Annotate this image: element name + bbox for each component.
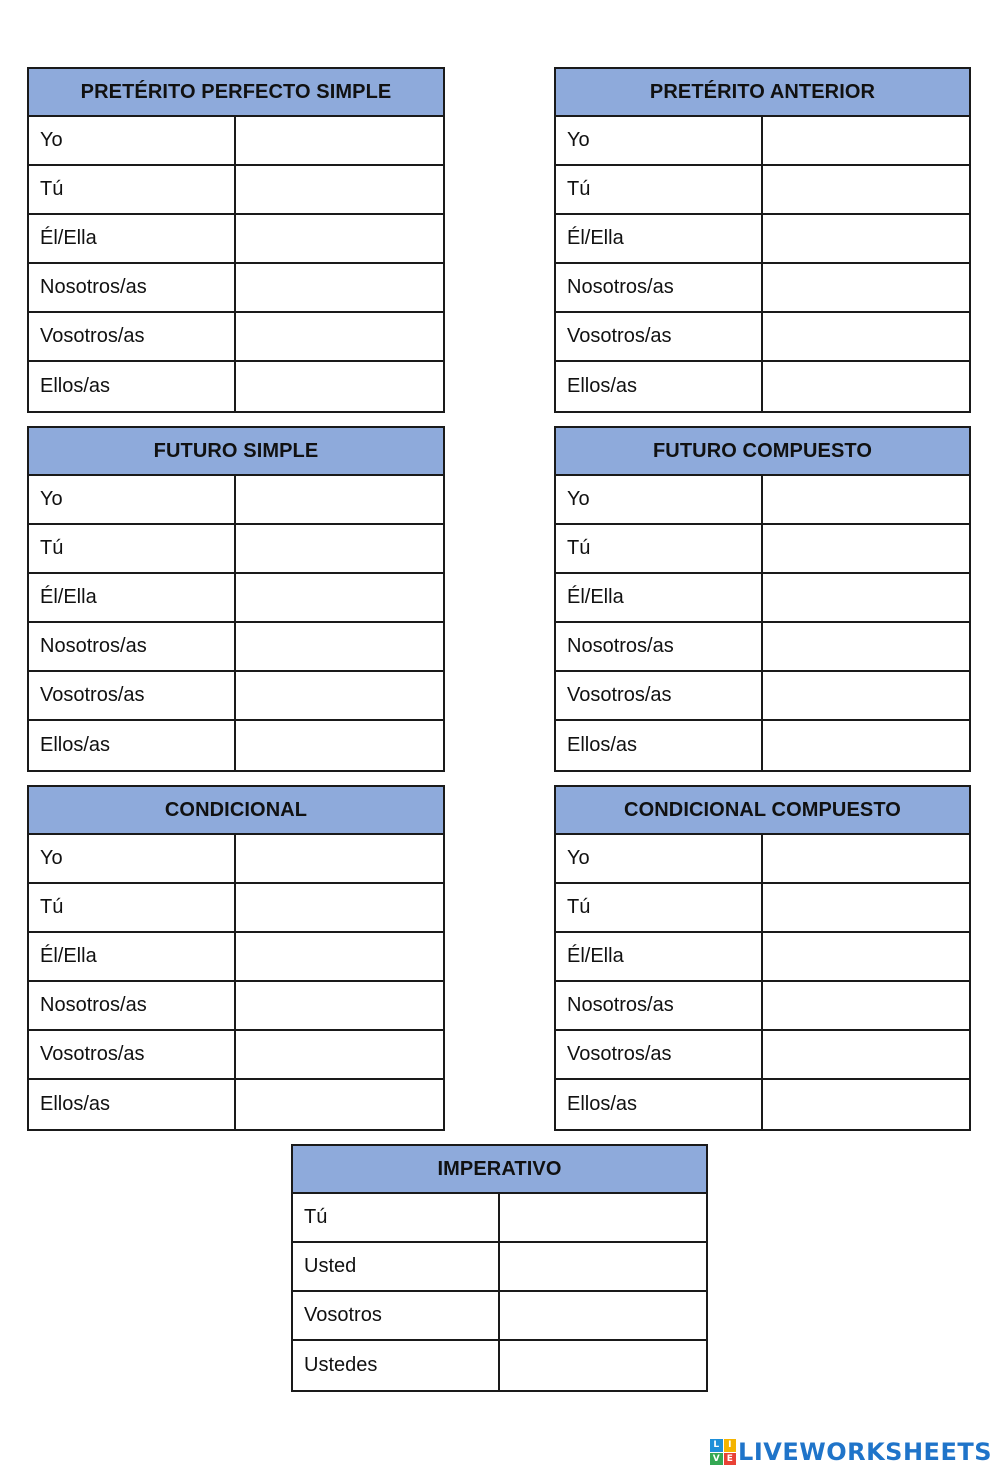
table-row: [29, 313, 443, 362]
pronoun-label: Tú: [29, 884, 236, 931]
table-title: CONDICIONAL: [29, 787, 443, 835]
pronoun-label: Él/Ella: [29, 215, 236, 262]
table-preterito-perfecto-simple: [27, 67, 445, 413]
answer-cell[interactable]: [763, 476, 970, 523]
answer-cell[interactable]: [763, 166, 970, 213]
table-title: FUTURO COMPUESTO: [556, 428, 969, 476]
answer-cell[interactable]: [236, 672, 443, 719]
table-title: IMPERATIVO: [293, 1146, 706, 1194]
answer-cell[interactable]: [763, 672, 970, 719]
pronoun-label: Usted: [293, 1243, 500, 1290]
pronoun-label: Yo: [29, 117, 236, 164]
table-row: [556, 884, 969, 933]
table-row: [556, 982, 969, 1031]
answer-cell[interactable]: [236, 117, 443, 164]
pronoun-label: Nosotros/as: [556, 264, 763, 311]
pronoun-label: Ellos/as: [556, 721, 763, 770]
answer-cell[interactable]: [763, 525, 970, 572]
table-row: [29, 362, 443, 411]
answer-cell[interactable]: [236, 525, 443, 572]
table-row: [29, 623, 443, 672]
pronoun-label: Ustedes: [293, 1341, 500, 1390]
pronoun-label: Yo: [29, 835, 236, 882]
answer-cell[interactable]: [763, 264, 970, 311]
pronoun-label: Nosotros/as: [556, 623, 763, 670]
pronoun-label: Vosotros/as: [556, 672, 763, 719]
answer-cell[interactable]: [236, 721, 443, 770]
pronoun-label: Él/Ella: [556, 933, 763, 980]
table-row: [293, 1243, 706, 1292]
pronoun-label: Tú: [293, 1194, 500, 1241]
pronoun-label: Vosotros/as: [556, 1031, 763, 1078]
answer-cell[interactable]: [236, 362, 443, 411]
table-row: [29, 476, 443, 525]
answer-cell[interactable]: [763, 362, 970, 411]
pronoun-label: Nosotros/as: [29, 623, 236, 670]
pronoun-label: Yo: [556, 117, 763, 164]
answer-cell[interactable]: [236, 574, 443, 621]
pronoun-label: Yo: [556, 835, 763, 882]
table-row: [556, 1080, 969, 1129]
table-row: [29, 982, 443, 1031]
pronoun-label: Ellos/as: [556, 1080, 763, 1129]
pronoun-label: Nosotros/as: [556, 982, 763, 1029]
pronoun-label: Yo: [556, 476, 763, 523]
table-row: [29, 215, 443, 264]
table-row: [556, 574, 969, 623]
table-row: [29, 117, 443, 166]
table-row: [556, 721, 969, 770]
answer-cell[interactable]: [236, 982, 443, 1029]
logo-mark-letter: E: [724, 1453, 737, 1466]
table-row: [556, 215, 969, 264]
table-row: [556, 672, 969, 721]
table-condicional-compuesto: [554, 785, 971, 1131]
table-row: [556, 117, 969, 166]
table-row: [29, 884, 443, 933]
pronoun-label: Vosotros/as: [29, 672, 236, 719]
answer-cell[interactable]: [763, 1080, 970, 1129]
pronoun-label: Él/Ella: [556, 215, 763, 262]
table-row: [29, 264, 443, 313]
logo-mark-letter: L: [710, 1439, 723, 1452]
pronoun-label: Ellos/as: [29, 721, 236, 770]
answer-cell[interactable]: [763, 721, 970, 770]
answer-cell[interactable]: [763, 933, 970, 980]
table-title: PRETÉRITO PERFECTO SIMPLE: [29, 69, 443, 117]
liveworksheets-logo: [710, 1438, 992, 1466]
pronoun-label: Él/Ella: [29, 574, 236, 621]
pronoun-label: Yo: [29, 476, 236, 523]
table-row: [556, 933, 969, 982]
logo-mark-letter: V: [710, 1453, 723, 1466]
pronoun-label: Vosotros/as: [29, 313, 236, 360]
answer-cell[interactable]: [763, 215, 970, 262]
answer-cell[interactable]: [236, 933, 443, 980]
logo-text: LIVEWORKSHEETS: [738, 1438, 992, 1466]
table-row: [556, 264, 969, 313]
answer-cell[interactable]: [763, 982, 970, 1029]
answer-cell[interactable]: [500, 1341, 707, 1390]
pronoun-label: Tú: [556, 884, 763, 931]
table-row: [29, 835, 443, 884]
answer-cell[interactable]: [236, 313, 443, 360]
answer-cell[interactable]: [763, 623, 970, 670]
answer-cell[interactable]: [236, 264, 443, 311]
table-condicional: [27, 785, 445, 1131]
table-row: [556, 166, 969, 215]
answer-cell[interactable]: [236, 1031, 443, 1078]
table-imperativo: [291, 1144, 708, 1392]
answer-cell[interactable]: [236, 166, 443, 213]
pronoun-label: Vosotros/as: [29, 1031, 236, 1078]
answer-cell[interactable]: [500, 1292, 707, 1339]
answer-cell[interactable]: [763, 835, 970, 882]
table-title: FUTURO SIMPLE: [29, 428, 443, 476]
answer-cell[interactable]: [236, 835, 443, 882]
table-row: [556, 835, 969, 884]
table-row: [29, 1031, 443, 1080]
table-row: [293, 1341, 706, 1390]
table-row: [29, 166, 443, 215]
answer-cell[interactable]: [236, 884, 443, 931]
table-row: [29, 574, 443, 623]
table-row: [293, 1194, 706, 1243]
table-row: [29, 525, 443, 574]
pronoun-label: Nosotros/as: [29, 982, 236, 1029]
table-futuro-compuesto: [554, 426, 971, 772]
answer-cell[interactable]: [763, 1031, 970, 1078]
table-row: [556, 313, 969, 362]
table-preterito-anterior: [554, 67, 971, 413]
pronoun-label: Ellos/as: [556, 362, 763, 411]
table-row: [556, 525, 969, 574]
pronoun-label: Vosotros: [293, 1292, 500, 1339]
answer-cell[interactable]: [236, 215, 443, 262]
pronoun-label: Él/Ella: [29, 933, 236, 980]
table-title: PRETÉRITO ANTERIOR: [556, 69, 969, 117]
logo-mark-letter: I: [724, 1439, 737, 1452]
table-row: [29, 933, 443, 982]
table-row: [556, 623, 969, 672]
answer-cell[interactable]: [763, 574, 970, 621]
logo-mark-icon: [710, 1439, 736, 1465]
answer-cell[interactable]: [236, 1080, 443, 1129]
pronoun-label: Vosotros/as: [556, 313, 763, 360]
pronoun-label: Tú: [556, 525, 763, 572]
table-row: [29, 672, 443, 721]
pronoun-label: Él/Ella: [556, 574, 763, 621]
answer-cell[interactable]: [236, 476, 443, 523]
table-row: [556, 476, 969, 525]
answer-cell[interactable]: [763, 884, 970, 931]
pronoun-label: Tú: [29, 166, 236, 213]
table-futuro-simple: [27, 426, 445, 772]
table-row: [29, 721, 443, 770]
table-row: [29, 1080, 443, 1129]
answer-cell[interactable]: [763, 117, 970, 164]
pronoun-label: Ellos/as: [29, 362, 236, 411]
table-row: [556, 362, 969, 411]
pronoun-label: Nosotros/as: [29, 264, 236, 311]
table-title: CONDICIONAL COMPUESTO: [556, 787, 969, 835]
pronoun-label: Tú: [29, 525, 236, 572]
answer-cell[interactable]: [763, 313, 970, 360]
pronoun-label: Ellos/as: [29, 1080, 236, 1129]
pronoun-label: Tú: [556, 166, 763, 213]
answer-cell[interactable]: [500, 1243, 707, 1290]
answer-cell[interactable]: [500, 1194, 707, 1241]
table-row: [293, 1292, 706, 1341]
table-row: [556, 1031, 969, 1080]
answer-cell[interactable]: [236, 623, 443, 670]
